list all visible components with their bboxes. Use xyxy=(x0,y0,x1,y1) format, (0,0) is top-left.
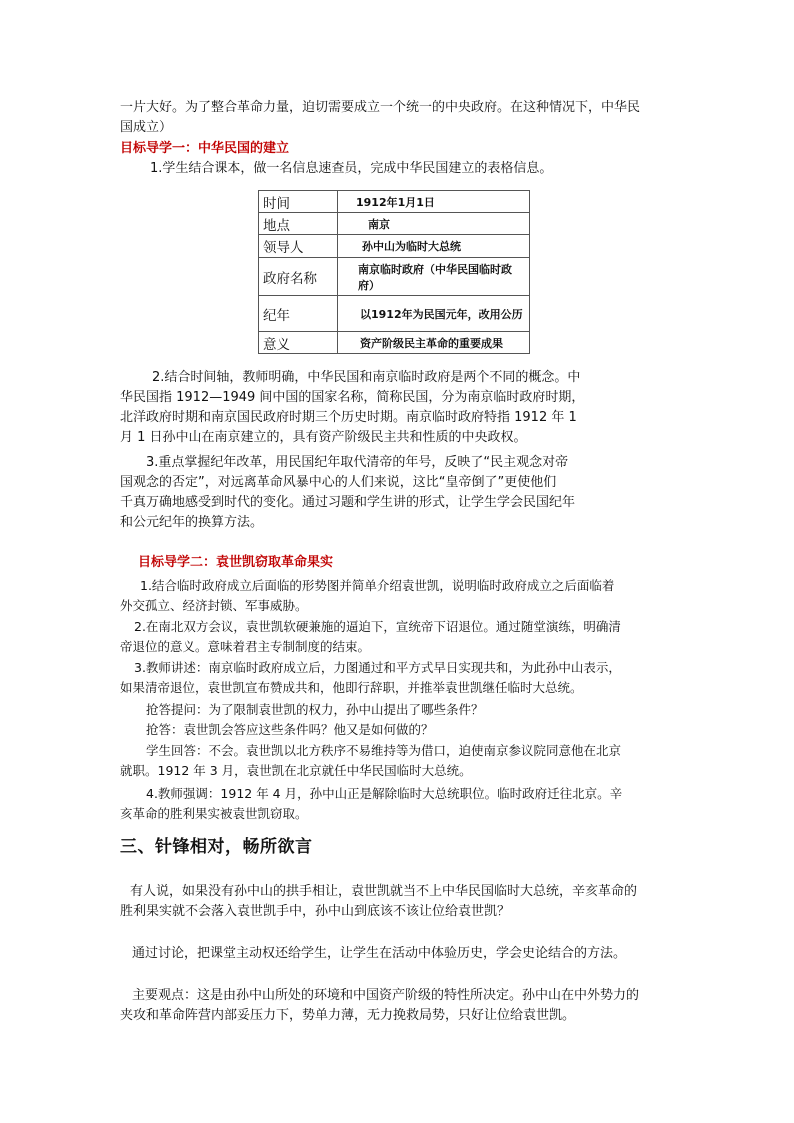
question-1: 抢答提问：为了限制袁世凯的权力，孙中山提出了哪些条件？ xyxy=(146,702,484,717)
text-line: 和公元纪年的换算方法。 xyxy=(120,515,264,530)
text-line: 1.结合临时政府成立后面临的形势图并简单介绍袁世凯，说明临时政府成立之后面临着 xyxy=(140,578,615,593)
table-row xyxy=(259,296,530,332)
table-value: 以1912年为民国元年，改用公历 xyxy=(338,296,530,332)
table-value: 1912年1月1日 xyxy=(338,191,530,213)
text-line: 3.重点掌握纪年改革，用民国纪年取代清帝的年号，反映了“民主观念对帝 xyxy=(146,455,569,470)
table-label: 时间 xyxy=(259,191,338,213)
text-line: 亥革命的胜利果实被袁世凯窃取。 xyxy=(120,806,308,821)
text-line: 胜利果实就不会落入袁世凯手中，孙中山到底该不该让位给袁世凯？ xyxy=(120,904,511,919)
section3-para2: 通过讨论，把课堂主动权还给学生，让学生在活动中体验历史，学会史论结合的方法。 xyxy=(132,946,627,961)
text-line: 国观念的否定”，对远离革命风暴中心的人们来说，这比“皇帝倒了”更使他们 xyxy=(120,475,557,490)
text-line: 就职。1912 年 3 月，袁世凯在北京就任中华民国临时大总统。 xyxy=(120,763,472,778)
text-line: 学生回答：不会。袁世凯以北方秩序不易维持等为借口，迫使南京参议院同意他在北京 xyxy=(146,743,622,758)
section3-para1 xyxy=(120,882,680,922)
goal1-item3 xyxy=(120,453,680,533)
text-line: 外交孤立、经济封锁、军事威胁。 xyxy=(120,598,308,613)
table-row xyxy=(259,332,530,354)
intro-line: 国成立） xyxy=(120,120,173,135)
teacher-emphasis xyxy=(120,784,680,824)
goal1-item2 xyxy=(120,368,680,448)
intro-paragraph xyxy=(120,98,680,138)
table-row xyxy=(259,213,530,235)
table-value: 南京 xyxy=(338,213,530,235)
info-table xyxy=(258,190,530,354)
text-line: 如果清帝退位，袁世凯宣布赞成共和，他即行辞职，并推举袁世凯继任临时大总统。 xyxy=(120,680,583,695)
text-line: 2.在南北双方会议，袁世凯软硬兼施的逼迫下，宣统帝下诏退位。通过随堂演练，明确清 xyxy=(134,619,621,634)
text-line: 华民国指 1912—1949 间中国的国家名称，简称民国，分为南京临时政府时期， xyxy=(120,390,585,405)
section3-heading: 三、针锋相对，畅所欲言 xyxy=(120,837,313,857)
text-line: 3.教师讲述：南京临时政府成立后，力图通过和平方式早日实现共和，为此孙中山表示， xyxy=(134,660,621,675)
text-line: 夹攻和革命阵营内部妥压力下，势单力薄，无力挽救局势，只好让位给袁世凯。 xyxy=(120,1008,576,1023)
table-value: 南京临时政府（中华民国临时政府） xyxy=(338,258,530,296)
intro-line: 一片大好。为了整合革命力量，迫切需要成立一个统一的中央政府。在这种情况下，中华民 xyxy=(120,100,641,115)
goal2-item3 xyxy=(120,658,680,698)
section3-para3 xyxy=(120,986,680,1026)
table-row xyxy=(259,235,530,258)
text-line: 4.教师强调：1912 年 4 月，孙中山正是解除临时大总统职位。临时政府迁往北京。辛 xyxy=(146,786,623,801)
table-label: 纪年 xyxy=(259,296,338,332)
text-line: 有人说，如果没有孙中山的拱手相让，袁世凯就当不上中华民国临时大总统，辛亥革命的 xyxy=(130,884,638,899)
goal1-item1: 1.学生结合课本，做一名信息速查员，完成中华民国建立的表格信息。 xyxy=(150,161,553,176)
goal2-item2 xyxy=(120,617,680,657)
table-value: 资产阶级民主革命的重要成果 xyxy=(338,332,530,354)
text-line: 帝退位的意义。意味着君主专制制度的结束。 xyxy=(120,639,371,654)
text-line: 2.结合时间轴，教师明确，中华民国和南京临时政府是两个不同的概念。中 xyxy=(152,370,581,385)
goal2-heading: 目标导学二：袁世凯窃取革命果实 xyxy=(138,555,334,570)
table-label: 意义 xyxy=(259,332,338,354)
info-table-wrapper xyxy=(120,190,530,354)
text-line: 主要观点：这是由孙中山所处的环境和中国资产阶级的特性所决定。孙中山在中外势力的 xyxy=(132,988,640,1003)
goal2-item1 xyxy=(120,576,680,616)
table-label: 地点 xyxy=(259,213,338,235)
text-line: 月 1 日孙中山在南京建立的，具有资产阶级民主共和性质的中央政权。 xyxy=(120,430,527,445)
goal1-heading: 目标导学一：中华民国的建立 xyxy=(120,141,290,156)
table-row xyxy=(259,191,530,213)
text-line: 北洋政府时期和南京国民政府时期三个历史时期。南京临时政府特指 1912 年 1 xyxy=(120,410,577,425)
table-label: 政府名称 xyxy=(259,258,338,296)
table-row xyxy=(259,258,530,296)
text-line: 千真万确地感受到时代的变化。通过习题和学生讲的形式，让学生学会民国纪年 xyxy=(120,495,576,510)
question-2: 抢答：袁世凯会答应这些条件吗？他又是如何做的？ xyxy=(146,722,434,737)
table-label: 领导人 xyxy=(259,235,338,258)
student-answer xyxy=(120,741,680,781)
table-value: 孙中山为临时大总统 xyxy=(338,235,530,258)
